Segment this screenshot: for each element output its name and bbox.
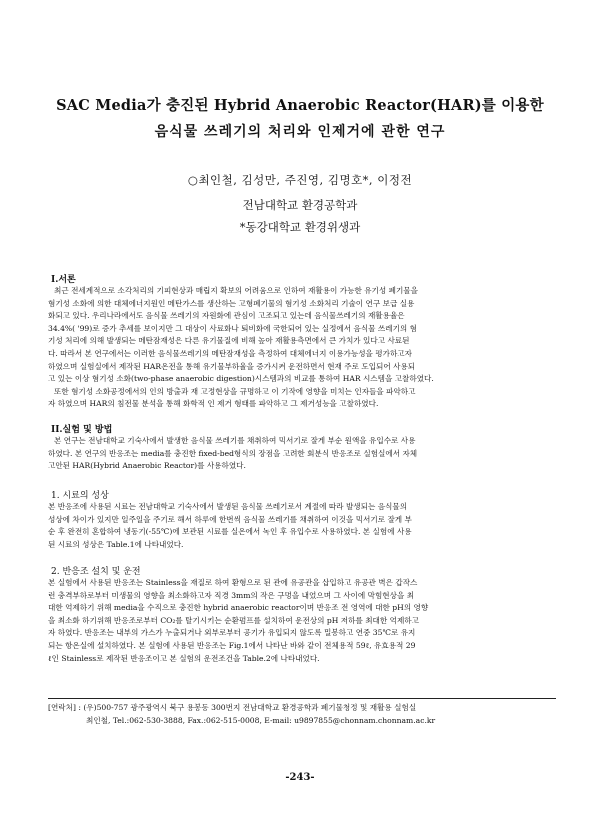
affiliation-secondary: *동강대학교 환경위생과 (239, 220, 361, 234)
text-line: 본 실험에서 사용된 반응조는 Stainless을 재질로 하여 환형으로 된 관에 유공관을 삽입하고 유공관 벽은 갑작스 (48, 578, 418, 587)
text-line: 자 하였으며 HAR의 침전물 분석을 통해 화학적 인 제거 형태를 파악하고 그 제거성능을 고찰하였다. (48, 399, 379, 409)
text-line: 혐기성 소화에 의한 대체에너지원인 메탄가스를 생산하는 고형폐기물의 혐기성 소화처리 기술이 연구 보급 실용 (48, 298, 415, 308)
affiliation-primary: 전남대학교 환경공학과 (242, 198, 358, 212)
contact-address: [연락처] : (우)500-757 광주광역시 북구 용봉동 300번지 전남대학교 환경공학과 폐기물청정 및 재활용 실험실 (48, 703, 417, 712)
intro-paragraph (48, 285, 553, 411)
method-paragraph (48, 435, 553, 473)
text-line: 자 하였다. 반응조는 내부의 가스가 누출되거나 외부로부터 공기가 유입되지 않도록 밀봉하고 연중 35℃로 유지 (48, 628, 416, 638)
title-line-2: 음식물 쓰레기의 처리와 인제거에 관한 연구 (154, 124, 446, 140)
text-line: 본 반응조에 사용된 시료는 전남대학교 기숙사에서 발생된 음식물 쓰레기로서 계절에 따라 발생되는 음식물의 (48, 502, 408, 511)
title-line-1: SAC Media가 충진된 Hybrid Anaerobic Reactor(HAR)를 이용한 (56, 97, 544, 114)
contact-footer (48, 698, 556, 735)
text-line: 대한 억제하기 위해 media을 수직으로 충진한 hybrid anaerobic reactor이며 반응조 전 영역에 대한 pH의 영향 (48, 603, 429, 613)
text-line: 본 연구는 전남대학교 기숙사에서 발생한 음식물 쓰레기를 채취하여 믹서기로 잘게 부순 원액을 유입수로 사용 (54, 436, 416, 445)
page-number: -243- (285, 772, 315, 783)
text-line: 된 시료의 성상은 Table.1에 나타내었다. (48, 539, 184, 549)
text-line: 런 충격부하로부터 미생물의 영향을 최소화하고자 직경 3mm의 작은 구멍을 내었으며 그 사이에 막힘현상을 최 (48, 590, 415, 600)
text-line: 화되고 있다. 우리나라에서도 음식물 쓰레기의 자원화에 관심이 고조되고 있는데 음식물쓰레기의 재활용율은 (48, 311, 405, 321)
text-line: 을 최소화 하기위해 반응조로부터 CO₂를 탈기시키는 순환펌프를 설치하여 운전상의 pH 저하를 최대한 억제하고 (48, 615, 419, 625)
intro-heading: I.서론 (51, 275, 76, 285)
author-list: ○최인철, 김성만, 주진영, 김명호*, 이정전 (187, 173, 413, 187)
text-line: 다. 따라서 본 연구에서는 이러한 음식물쓰레기의 메탄잠재성을 측정하여 대체에너지 이용가능성을 평가하고자 (48, 348, 412, 358)
text-line: ℓ인 Stainless로 제작된 반응조이고 본 실험의 운전조건을 Table.2에 나타내었다. (48, 653, 320, 663)
text-line: 기성 처리에 의해 발생되는 메탄잠재성은 다른 유기물질에 비해 높아 재활용측면에서 큰 가치가 있다고 사료된 (48, 336, 410, 346)
text-line: 하였다. 본 연구의 반응조는 media를 충진한 fixed-bed형식의 장점을 고려한 회분식 반응조로 실험실에서 자체 (48, 448, 418, 458)
contact-details: 최인철, Tel.:062-530-3888, Fax.:062-515-0008, E-mail: u9897855@chonnam.chonnam.ac.kr (86, 716, 436, 725)
reactor-paragraph (48, 577, 553, 665)
method-heading: II.실험 및 방법 (51, 425, 113, 435)
text-line: 고 있는 이상 혐기성 소화(two-phase anaerobic digestion)시스템과의 비교를 통하여 HAR 시스템을 고찰하였다. (48, 374, 434, 384)
text-line: 고안된 HAR(Hybrid Anaerobic Reactor)를 사용하였다. (48, 461, 246, 471)
text-line: 성상에 차이가 있지만 일주일을 주기로 해서 하루에 한번씩 음식물 쓰레기를 채취하여 이것을 믹서기로 잘게 부 (48, 514, 412, 524)
text-line: 34.4%( '99)로 증가 추세를 보이지만 그 대상이 사료화나 퇴비화에 국한되어 있는 실정에서 음식물 쓰레기의 혐 (48, 323, 418, 333)
text-line: 순 후 완전히 혼합하여 냉동기(-55℃)에 보관된 시료를 실온에서 녹인 후 유입수로 사용하였다. 본 실험에 사용 (48, 527, 412, 537)
reactor-heading: 2. 반응조 설치 및 운전 (51, 567, 141, 577)
text-line: 하였으며 실험실에서 제작된 HAR온전을 통해 유기물부하율을 증가시켜 운전하면서 현재 주로 도입되어 사용되 (48, 361, 416, 371)
text-line: 또한 혐기성 소화공정에서의 인의 방출과 재 고정현상을 규명하고 이 기작에 영향을 미치는 인자들을 파악하고 (54, 386, 416, 396)
text-line: 최근 전세계적으로 소각처리의 기피현상과 매립지 확보의 어려움으로 인하여 재활용이 가능한 유기성 폐기물을 (54, 286, 418, 295)
sample-heading: 1. 시료의 성상 (51, 491, 109, 501)
text-line: 되는 항온실에 설치하였다. 본 실험에 사용된 반응조는 Fig.1에서 나타난 바와 같이 전체용적 59ℓ, 유효용적 29 (48, 640, 416, 650)
sample-paragraph (48, 501, 553, 551)
